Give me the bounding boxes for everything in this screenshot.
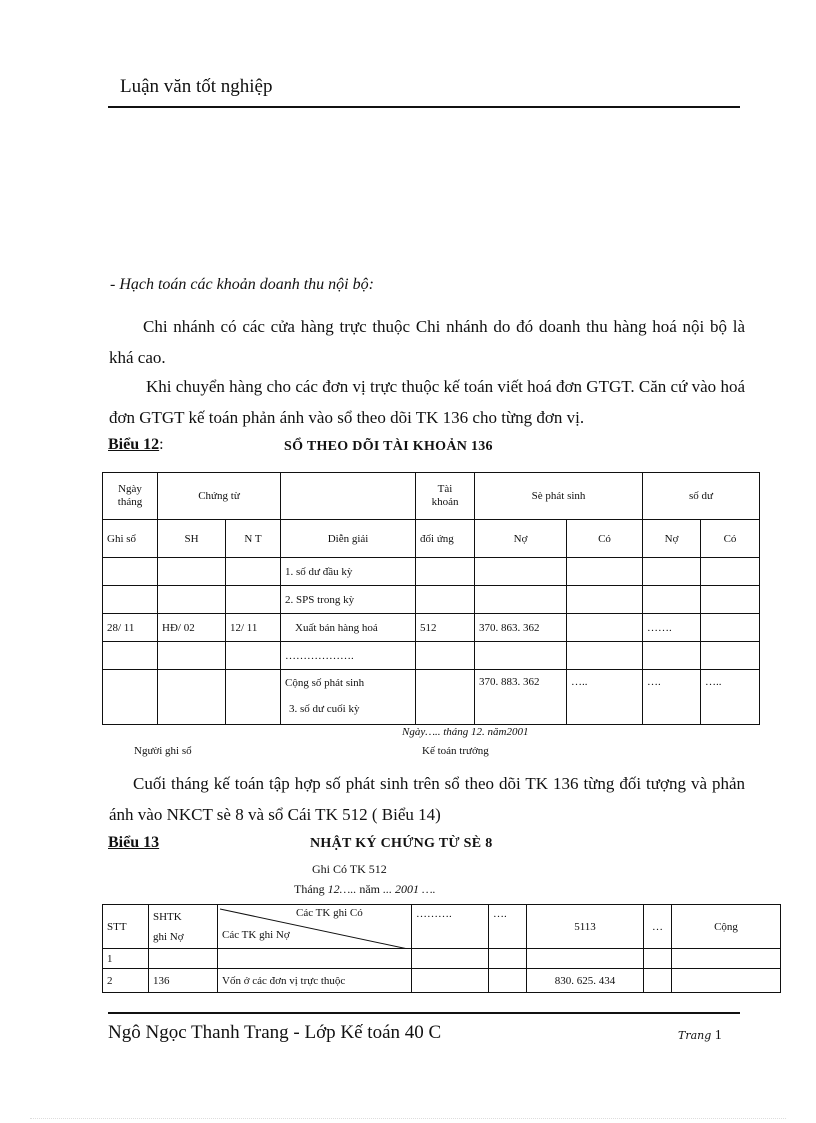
cell-sh: HĐ/ 02 (158, 614, 226, 642)
th-dots-2: …. (489, 905, 527, 949)
cell-shtk: 136 (149, 969, 218, 993)
th-doi-ung: đối ứng (416, 520, 475, 558)
table12-signer-right: Kế toán trưởng (422, 745, 489, 757)
footer-page-number: 1 (714, 1028, 722, 1043)
cell-desc: Vốn ở các đơn vị trực thuộc (218, 969, 412, 993)
table13-label: Biểu 13 (108, 834, 160, 851)
cell-co: ….. (567, 670, 643, 725)
cell-dien-giai: ………………. (281, 642, 416, 670)
cell-ghi-so: 28/ 11 (103, 614, 158, 642)
table-row (103, 949, 781, 969)
th-du-no: Nợ (643, 520, 701, 558)
table12-label-colon: : (159, 436, 164, 453)
footer-divider (108, 1012, 740, 1014)
th-shtk: SHTK ghi Nợ (149, 905, 218, 949)
table12-label: Biểu 12 (108, 436, 160, 453)
th-stt: STT (103, 905, 149, 949)
footer-author: Ngô Ngọc Thanh Trang - Lớp Kế toán 40 C (108, 1022, 442, 1043)
table13 (102, 904, 781, 993)
section-heading: - Hạch toán các khoản doanh thu nội bộ: (110, 276, 374, 293)
cell-no: 370. 883. 362 (475, 670, 567, 725)
th-chung-tu: Chứng từ (158, 473, 281, 520)
th-du-co: Có (701, 520, 760, 558)
th-sh: SH (158, 520, 226, 558)
table12 (102, 472, 760, 725)
table-row (103, 558, 760, 586)
cell-du-no: …. (643, 670, 701, 725)
cell-no: 370. 863. 362 (475, 614, 567, 642)
table-row (103, 642, 760, 670)
cell-stt: 2 (103, 969, 149, 993)
cell-doi-ung: 512 (416, 614, 475, 642)
cell-du-no: ……. (643, 614, 701, 642)
table-row (103, 969, 781, 993)
paragraph-2: Khi chuyển hàng cho các đơn vị trực thuộc kế toán viết hoá đơn GTGT. Căn cứ vào hoá đơn GTGT kế toán phản ánh vào sổ theo dõi TK 136 cho từng đơn vị. (109, 377, 745, 427)
document-header-title: Luận văn tốt nghiệp (120, 76, 273, 97)
cell-nt: 12/ 11 (226, 614, 281, 642)
th-co: Có (567, 520, 643, 558)
th-5113: 5113 (527, 905, 644, 949)
page-bottom-edge (30, 1118, 786, 1119)
th-ghi-so: Ghi sổ (103, 520, 158, 558)
paragraph-3: Cuối tháng kế toán tập hợp số phát sinh trên sổ theo dõi TK 136 từng đối tượng và phản ánh vào NKCT sè 8 và sổ Cái TK 512 ( Biểu 14) (109, 774, 745, 824)
th-nt: N T (226, 520, 281, 558)
cell-shtk (149, 949, 218, 969)
table12-date-line: Ngày….. tháng 12. năm2001 (402, 726, 529, 738)
th-ngay-thang: Ngày tháng (103, 473, 158, 520)
cell-dien-giai: 1. số dư đầu kỳ (281, 558, 416, 586)
table12-caption (108, 436, 164, 454)
th-no: Nợ (475, 520, 567, 558)
cell-dien-giai: Cộng số phát sinh 3. số dư cuối kỳ (281, 670, 416, 725)
table12-title: SỔ THEO DÕI TÀI KHOẢN 136 (284, 439, 493, 454)
footer-page (678, 1028, 722, 1044)
th-so-du: số dư (643, 473, 760, 520)
th-diagonal: Các TK ghi Có Các TK ghi Nợ (218, 905, 412, 949)
table13-month-line: Tháng 12….. năm ... 2001 …. (294, 882, 436, 896)
cell-dien-giai: 2. SPS trong kỳ (281, 586, 416, 614)
th-dien-giai: Diễn giải (281, 520, 416, 558)
th-blank (281, 473, 416, 520)
th-cong: Cộng (672, 905, 781, 949)
th-so-phat-sinh: Sè phát sinh (475, 473, 643, 520)
cell-dien-giai: Xuất bán hàng hoá (281, 614, 416, 642)
cell-desc (218, 949, 412, 969)
table-row (103, 614, 760, 642)
table13-title: NHẬT KÝ CHỨNG TỪ SÈ 8 (310, 836, 493, 851)
cell-stt: 1 (103, 949, 149, 969)
cell-5113 (527, 949, 644, 969)
cell-5113: 830. 625. 434 (527, 969, 644, 993)
table12-signer-left: Người ghi sổ (134, 745, 192, 757)
footer-page-label: Trang (678, 1029, 712, 1042)
paragraph-1: Chi nhánh có các cửa hàng trực thuộc Chi nhánh do đó doanh thu hàng hoá nội bộ là khá cao. (109, 317, 745, 367)
cell-du-co: ….. (701, 670, 760, 725)
header-divider (108, 106, 740, 108)
th-tai-khoan: Tài khoản (416, 473, 475, 520)
table-row (103, 586, 760, 614)
th-dots-1: ………. (412, 905, 489, 949)
table13-subtitle: Ghi Có TK 512 (312, 862, 387, 876)
th-dots-3: … (644, 905, 672, 949)
table-row (103, 670, 760, 725)
